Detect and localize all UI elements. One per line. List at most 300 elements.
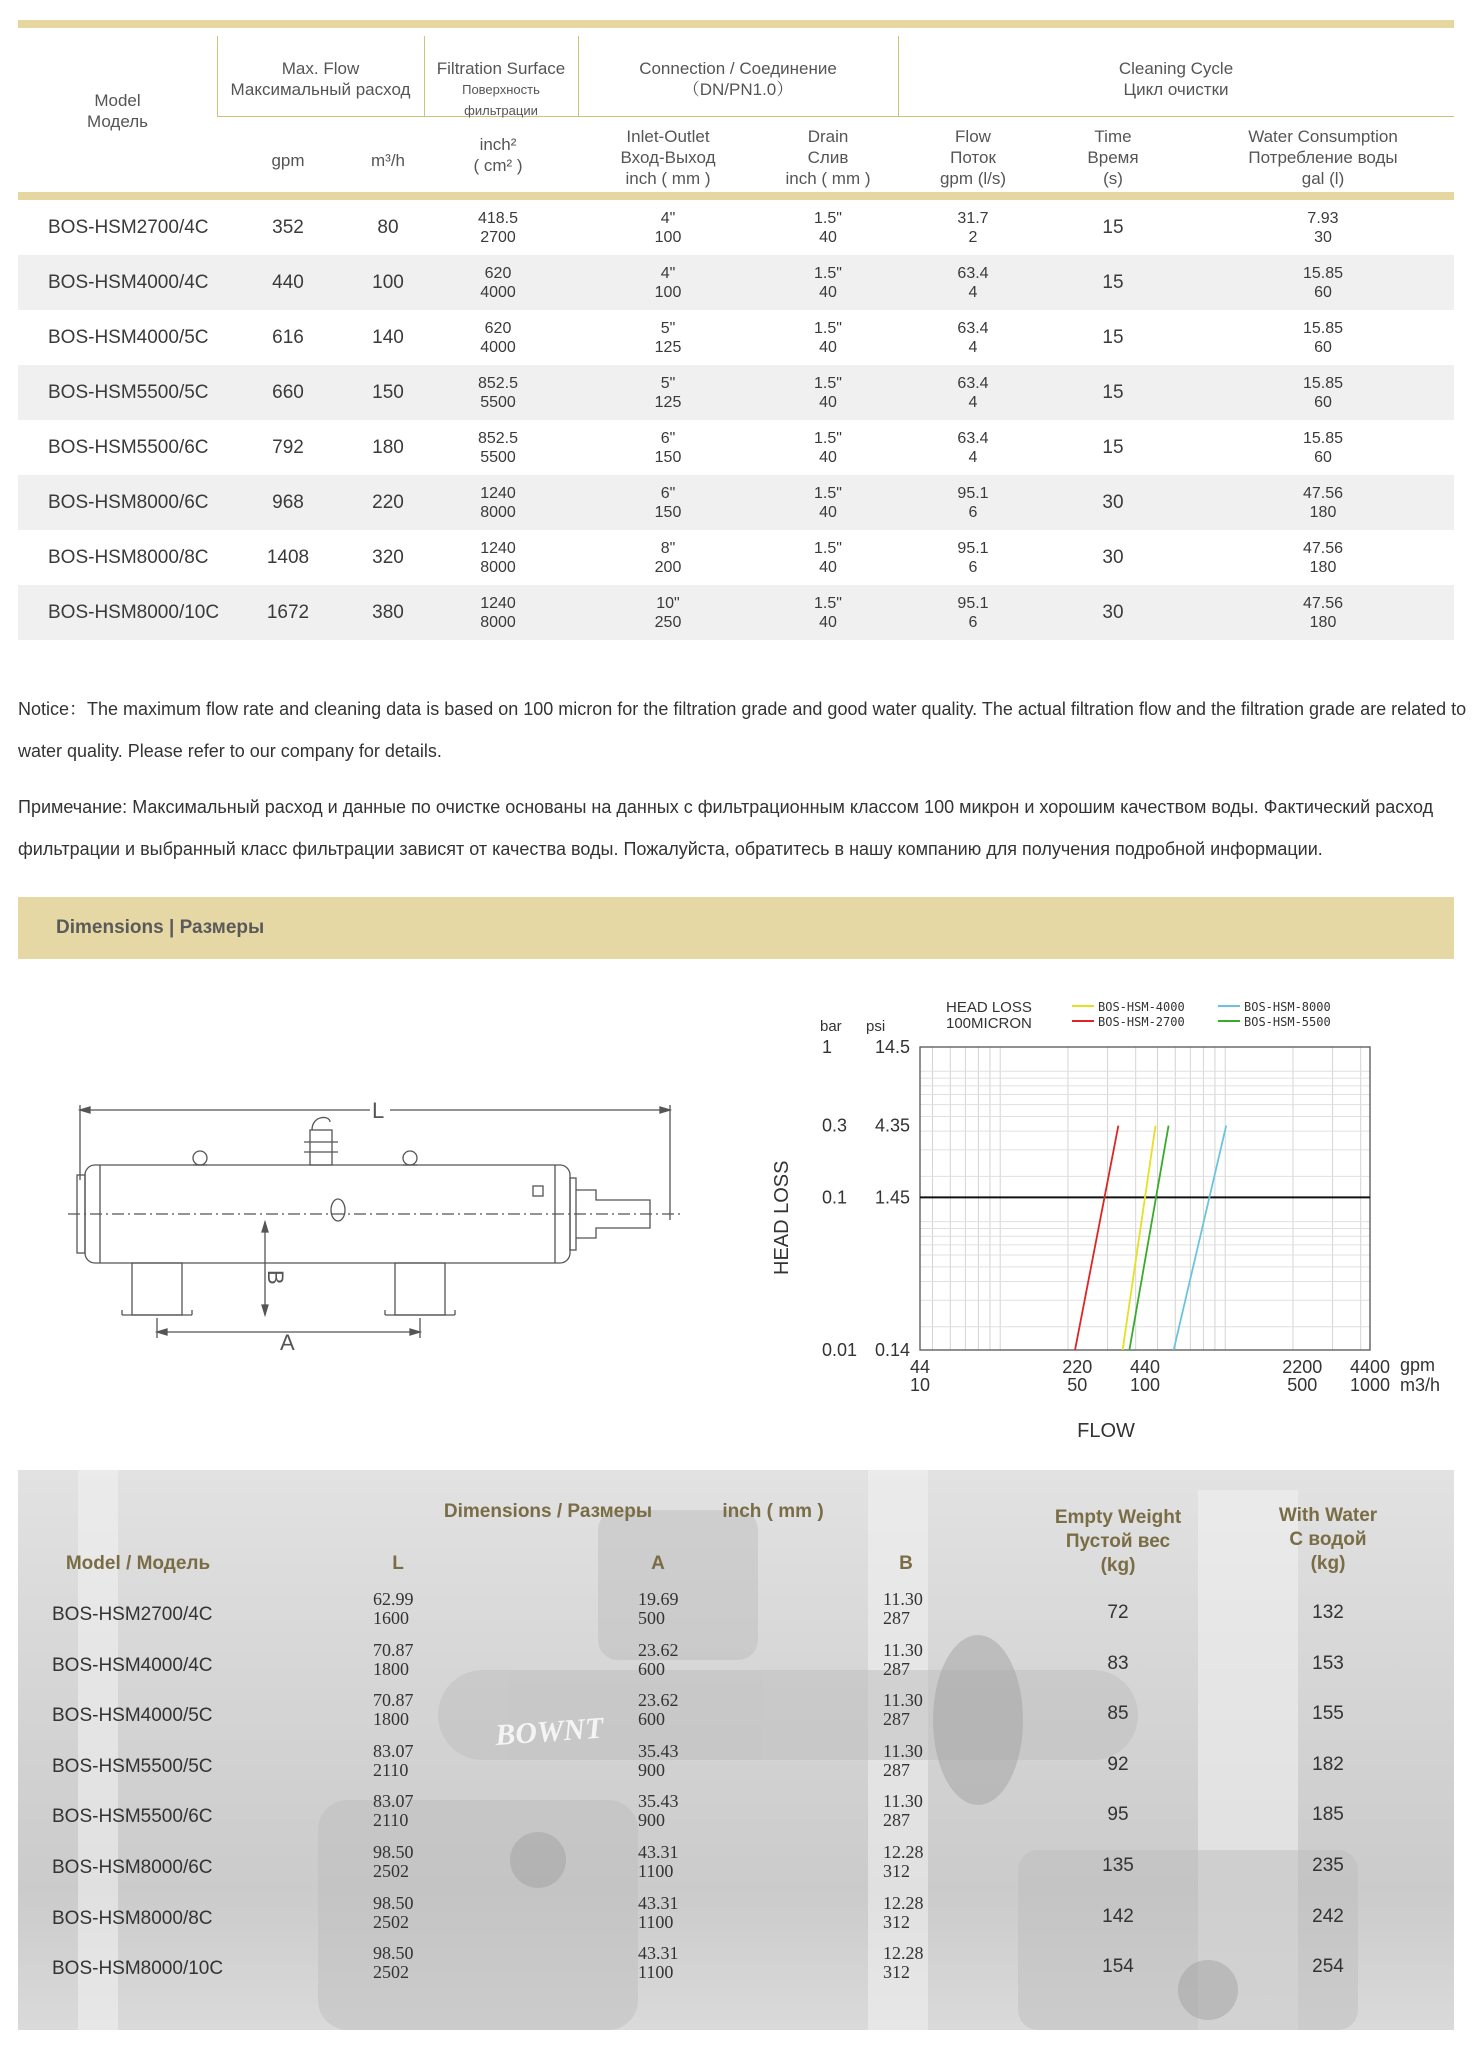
header-bottom-gold-line [18, 192, 1454, 200]
spec-cell-fs [438, 484, 558, 522]
x-axis-label: FLOW [1077, 1420, 1135, 1442]
spec-cell-flow-line: 4 [968, 394, 978, 411]
dim-header-b: B [899, 1553, 913, 1574]
dim-cell-l [373, 1792, 414, 1830]
spec-cell-wc-line: 15.85 [1302, 265, 1344, 282]
x-tick-m3h: 1000 [1349, 1375, 1391, 1395]
spec-cell-gpm: 352 [272, 217, 304, 238]
legend-label: BOS-HSM-8000 [1244, 1000, 1331, 1014]
header-connection: Connection / Соединение （DN/PN1.0） [639, 59, 837, 99]
dim-cell-a [638, 1641, 679, 1679]
dim-cell-b-line: 287 [883, 1658, 910, 1679]
x-tick-m3h: 500 [1287, 1375, 1318, 1395]
dim-cell-a-line: 600 [638, 1658, 665, 1679]
dim-cell-b-line: 312 [883, 1911, 910, 1932]
spec-cell-io [588, 209, 748, 247]
spec-cell-model: BOS-HSM2700/4C [48, 217, 209, 238]
dim-cell-empty-weight: 95 [1107, 1804, 1129, 1826]
spec-cell-m3h: 140 [372, 327, 404, 348]
dim-cell-a-line: 900 [638, 1759, 665, 1780]
spec-cell-wc-line: 47.56 [1302, 540, 1344, 557]
dim-cell-empty-weight: 83 [1107, 1652, 1129, 1674]
header-max-flow: Max. Flow Максимальный расход [230, 59, 411, 99]
dim-cell-b-line: 11.30 [883, 1639, 923, 1660]
spec-cell-wc-line: 30 [1314, 229, 1332, 246]
spec-cell-drain-line: 40 [819, 559, 837, 576]
dim-cell-l [373, 1742, 414, 1780]
dim-cell-a-line: 1100 [638, 1911, 674, 1932]
spec-cell-flow [903, 429, 1043, 467]
x-tick-gpm: 440 [1129, 1357, 1161, 1377]
y-tick-psi: 1.45 [874, 1187, 910, 1208]
spec-cell-fs-line: 418.5 [477, 210, 519, 227]
dim-cell-with-water: 185 [1312, 1804, 1344, 1826]
dim-cell-a-line: 43.31 [638, 1943, 679, 1964]
header-flow: Flow Поток gpm (l/s) [939, 127, 1007, 188]
dimension-row [18, 1940, 1454, 1991]
dim-cell-b-line: 287 [883, 1759, 910, 1780]
spec-cell-drain [758, 264, 898, 302]
spec-cell-io-line: 125 [654, 394, 682, 411]
notice-english: Notice：The maximum flow rate and cleaning data is based on 100 micron for the filtration grade and good water quality. The actual filtration flow and the filtration grade are related to water quality. Please refer to our company for details. [18, 699, 1467, 761]
dim-cell-l-line: 2110 [373, 1810, 409, 1831]
dimension-row [18, 1738, 1454, 1789]
header-inch2: inch² ( cm² ) [473, 135, 523, 175]
spec-cell-io [588, 484, 748, 522]
dim-cell-a [638, 1691, 679, 1729]
dim-cell-with-water: 155 [1312, 1703, 1344, 1725]
dim-cell-a [638, 1792, 679, 1830]
dim-cell-a-line: 500 [638, 1608, 665, 1628]
spec-cell-flow [903, 264, 1043, 302]
spec-table-header [18, 28, 1454, 192]
dim-cell-a-line: 35.43 [638, 1791, 679, 1812]
spec-cell-io [588, 374, 748, 412]
spec-cell-model: BOS-HSM5500/5C [48, 382, 209, 403]
spec-cell-m3h: 150 [372, 382, 404, 403]
spec-cell-drain-line: 1.5" [814, 540, 842, 557]
spec-cell-time: 30 [1102, 492, 1124, 513]
spec-cell-drain-line: 40 [819, 449, 837, 466]
spec-cell-io [588, 594, 748, 632]
spec-cell-flow-line: 63.4 [957, 430, 989, 447]
dim-header-with-water: With Water С водой (kg) [1278, 1505, 1378, 1574]
dim-cell-b-line: 12.28 [883, 1842, 924, 1862]
dim-cell-b [883, 1641, 923, 1679]
header-m3h: m³/h [371, 151, 405, 170]
spec-cell-m3h: 380 [372, 602, 404, 623]
legend-label: BOS-HSM-5500 [1244, 1015, 1331, 1029]
dim-header-l: L [392, 1553, 404, 1574]
spec-cell-io-line: 4" [660, 210, 676, 227]
dim-cell-b-line: 11.30 [883, 1791, 923, 1812]
spec-cell-drain [758, 429, 898, 467]
dim-cell-l-line: 98.50 [373, 1842, 414, 1862]
drawing-label-a: A [280, 1330, 295, 1350]
dim-cell-l [373, 1944, 414, 1982]
spec-cell-drain-line: 1.5" [814, 265, 842, 282]
x-tick-gpm: 220 [1062, 1357, 1093, 1377]
spec-table [18, 20, 1454, 640]
spec-cell-io-line: 150 [654, 504, 682, 521]
dimension-row [18, 1586, 1454, 1637]
dim-cell-a-line: 43.31 [638, 1842, 679, 1862]
spec-cell-flow [903, 374, 1043, 412]
dimensions-band-title: Dimensions | Размеры [56, 917, 265, 938]
dim-cell-b [883, 1792, 923, 1830]
spec-cell-fs-line: 620 [484, 265, 512, 282]
dim-cell-b [883, 1742, 923, 1780]
spec-cell-flow-line: 6 [968, 559, 978, 576]
dim-cell-b-line: 12.28 [883, 1892, 924, 1913]
spec-cell-fs-line: 852.5 [477, 430, 519, 447]
header-filtration-surface: Filtration Surface Поверхность фильтрации [436, 59, 566, 118]
spec-cell-io [588, 319, 748, 357]
header-gpm: gpm [271, 151, 305, 170]
y-tick-bar: 1 [822, 1037, 833, 1057]
spec-cell-m3h: 220 [372, 492, 404, 513]
spec-cell-drain-line: 1.5" [814, 375, 842, 392]
spec-cell-flow-line: 63.4 [957, 265, 989, 282]
dim-cell-a-line: 600 [638, 1709, 665, 1730]
dim-cell-model: BOS-HSM4000/5C [52, 1705, 213, 1727]
spec-row [18, 310, 1454, 365]
spec-cell-fs [438, 374, 558, 412]
dim-cell-b-line: 287 [883, 1810, 910, 1831]
spec-cell-wc [1198, 319, 1448, 357]
spec-cell-flow [903, 594, 1043, 632]
spec-cell-flow-line: 95.1 [957, 485, 989, 502]
spec-cell-m3h: 80 [377, 217, 399, 238]
header-cleaning-cycle: Cleaning Cycle Цикл очистки [1118, 59, 1234, 99]
dimension-row [18, 1890, 1454, 1941]
spec-cell-drain-line: 1.5" [814, 320, 842, 337]
spec-cell-io-line: 4" [660, 265, 676, 282]
spec-cell-io [588, 539, 748, 577]
dim-cell-l-line: 1800 [373, 1709, 409, 1730]
dimension-row [18, 1839, 1454, 1890]
spec-cell-drain-line: 40 [819, 504, 837, 521]
dim-cell-empty-weight: 142 [1102, 1905, 1134, 1927]
head-loss-chart [760, 995, 1460, 1450]
spec-cell-drain [758, 594, 898, 632]
spec-cell-io-line: 5" [660, 375, 676, 392]
dim-cell-b-line: 312 [883, 1962, 910, 1983]
spec-cell-gpm: 792 [272, 437, 304, 458]
spec-cell-fs-line: 5500 [480, 449, 516, 466]
spec-cell-model: BOS-HSM8000/8C [48, 547, 209, 568]
dim-cell-l-line: 2502 [373, 1962, 409, 1983]
spec-cell-wc [1198, 429, 1448, 467]
dim-cell-b-line: 12.28 [883, 1943, 924, 1964]
x-unit-gpm: gpm [1400, 1355, 1436, 1375]
dim-cell-empty-weight: 154 [1102, 1956, 1134, 1978]
spec-cell-flow-line: 2 [968, 229, 978, 246]
spec-cell-drain-line: 1.5" [814, 210, 842, 227]
spec-cell-fs-line: 2700 [480, 229, 516, 246]
dim-cell-empty-weight: 92 [1107, 1753, 1129, 1775]
dim-cell-with-water: 153 [1312, 1652, 1344, 1674]
spec-cell-time: 15 [1102, 382, 1124, 403]
spec-cell-drain-line: 40 [819, 394, 837, 411]
chart-title: HEAD LOSS [946, 999, 1032, 1016]
spec-cell-drain [758, 484, 898, 522]
dim-cell-model: BOS-HSM5500/5C [52, 1755, 213, 1777]
spec-cell-flow-line: 95.1 [957, 540, 989, 557]
dim-cell-model: BOS-HSM8000/8C [52, 1907, 213, 1929]
spec-cell-io-line: 125 [654, 339, 682, 356]
spec-cell-io-line: 100 [654, 229, 682, 246]
spec-cell-flow [903, 484, 1043, 522]
spec-cell-flow-line: 4 [968, 339, 978, 356]
spec-cell-drain-line: 40 [819, 339, 837, 356]
y-tick-bar: 0.3 [822, 1115, 848, 1136]
y-tick-psi: 4.35 [874, 1115, 910, 1136]
spec-cell-drain-line: 40 [819, 284, 837, 301]
dim-cell-b-line: 11.30 [883, 1740, 923, 1761]
dim-cell-with-water: 242 [1312, 1905, 1344, 1927]
dim-cell-l [373, 1894, 414, 1932]
spec-cell-drain [758, 374, 898, 412]
spec-cell-wc [1198, 264, 1448, 302]
spec-cell-time: 15 [1102, 272, 1124, 293]
spec-cell-m3h: 100 [372, 272, 404, 293]
y-unit-bar: bar [820, 1018, 842, 1035]
y-axis-label: HEAD LOSS [771, 1160, 793, 1275]
spec-cell-fs-line: 1240 [480, 540, 516, 557]
spec-cell-wc-line: 47.56 [1302, 485, 1344, 502]
drawing-label-l: L [372, 1098, 385, 1123]
spec-cell-fs [438, 539, 558, 577]
spec-cell-wc [1198, 539, 1448, 577]
spec-cell-time: 15 [1102, 437, 1124, 458]
dim-cell-b-line: 11.30 [883, 1589, 923, 1609]
spec-row [18, 255, 1454, 310]
dim-cell-l-line: 70.87 [373, 1690, 414, 1711]
spec-cell-fs [438, 264, 558, 302]
spec-cell-m3h: 180 [372, 437, 404, 458]
spec-cell-wc-line: 60 [1314, 284, 1332, 301]
dim-header-title: Dimensions / Размеры [443, 1501, 653, 1522]
spec-cell-io-line: 150 [654, 449, 682, 466]
spec-cell-wc-line: 15.85 [1302, 375, 1344, 392]
dim-cell-l-line: 98.50 [373, 1943, 414, 1964]
dim-cell-with-water: 182 [1312, 1753, 1344, 1775]
dim-cell-empty-weight: 72 [1107, 1602, 1129, 1623]
spec-cell-io [588, 429, 748, 467]
dim-header-empty-weight: Empty Weight Пустой вес (kg) [1054, 1507, 1182, 1576]
spec-cell-io-line: 100 [654, 284, 682, 301]
header-time: Time Время (s) [1087, 127, 1139, 188]
spec-cell-time: 15 [1102, 327, 1124, 348]
spec-cell-flow [903, 209, 1043, 247]
dimension-row [18, 1687, 1454, 1738]
header-drain: Drain Слив inch ( mm ) [785, 127, 871, 188]
dimension-row [18, 1788, 1454, 1839]
dim-cell-l-line: 2502 [373, 1911, 409, 1932]
spec-cell-wc-line: 180 [1309, 559, 1337, 576]
dim-cell-empty-weight: 85 [1107, 1703, 1129, 1725]
dim-cell-b [883, 1843, 924, 1881]
dim-cell-a-line: 19.69 [638, 1589, 679, 1609]
spec-cell-fs-line: 8000 [480, 504, 516, 521]
dim-cell-empty-weight: 135 [1102, 1855, 1134, 1876]
spec-cell-wc [1198, 374, 1448, 412]
dim-cell-a [638, 1742, 679, 1780]
spec-cell-wc-line: 60 [1314, 339, 1332, 356]
spec-cell-model: BOS-HSM4000/4C [48, 272, 209, 293]
dim-cell-l-line: 1600 [373, 1608, 409, 1628]
dim-cell-a-line: 1100 [638, 1861, 674, 1881]
background-watermark: BOWNT [494, 1711, 605, 1752]
spec-cell-flow-line: 6 [968, 614, 978, 631]
x-tick-gpm: 2200 [1282, 1357, 1323, 1377]
dim-cell-l-line: 62.99 [373, 1589, 414, 1609]
spec-cell-io-line: 200 [654, 559, 682, 576]
spec-cell-io-line: 5" [660, 320, 676, 337]
spec-cell-time: 30 [1102, 602, 1124, 623]
dim-cell-model: BOS-HSM8000/10C [52, 1958, 224, 1980]
spec-cell-flow-line: 4 [968, 284, 978, 301]
dim-cell-model: BOS-HSM8000/6C [52, 1857, 213, 1878]
dim-cell-a [638, 1894, 679, 1932]
spec-cell-fs-line: 1240 [480, 485, 516, 502]
dim-cell-b [883, 1894, 924, 1932]
dim-cell-b-line: 11.30 [883, 1690, 923, 1711]
drawing-label-b: B [263, 1270, 288, 1285]
spec-cell-wc [1198, 209, 1448, 247]
series-line [1075, 1126, 1118, 1350]
legend-label: BOS-HSM-4000 [1098, 1000, 1185, 1014]
spec-cell-drain-line: 1.5" [814, 595, 842, 612]
dim-cell-b [883, 1944, 924, 1982]
dim-cell-a-line: 35.43 [638, 1740, 679, 1761]
x-tick-m3h: 50 [1067, 1375, 1088, 1395]
dim-cell-l [373, 1691, 414, 1729]
dim-cell-with-water: 254 [1312, 1956, 1344, 1978]
dim-cell-l [373, 1843, 414, 1881]
spec-cell-io-line: 10" [656, 595, 680, 612]
dim-cell-a [638, 1843, 679, 1881]
spec-cell-wc [1198, 484, 1448, 522]
spec-cell-drain-line: 1.5" [814, 485, 842, 502]
dim-cell-a-line: 23.62 [638, 1639, 679, 1660]
dim-cell-b-line: 312 [883, 1861, 910, 1881]
spec-cell-model: BOS-HSM8000/10C [48, 602, 220, 623]
spec-cell-io-line: 6" [660, 485, 676, 502]
chart-subtitle: 100MICRON [946, 1015, 1032, 1032]
dim-cell-a-line: 900 [638, 1810, 665, 1831]
spec-cell-flow-line: 95.1 [957, 595, 989, 612]
x-tick-m3h: 10 [909, 1375, 931, 1395]
dim-cell-b [883, 1691, 923, 1729]
spec-cell-wc-line: 60 [1314, 394, 1332, 411]
dim-cell-model: BOS-HSM4000/4C [52, 1654, 213, 1676]
dimensions-band [18, 897, 1454, 959]
spec-cell-fs-line: 4000 [480, 284, 516, 301]
spec-cell-fs-line: 620 [484, 320, 512, 337]
spec-cell-gpm: 1672 [266, 602, 310, 623]
spec-cell-fs-line: 8000 [480, 559, 516, 576]
spec-cell-m3h: 320 [372, 547, 404, 568]
spec-table-body [18, 200, 1454, 640]
spec-cell-model: BOS-HSM8000/6C [48, 492, 209, 513]
dim-cell-l [373, 1641, 414, 1679]
spec-cell-wc [1198, 594, 1448, 632]
spec-cell-wc-line: 180 [1309, 614, 1337, 631]
spec-cell-fs [438, 594, 558, 632]
spec-cell-io-line: 8" [660, 540, 676, 557]
dim-cell-with-water: 132 [1312, 1602, 1344, 1623]
dim-header-model: Model / Модель [65, 1553, 211, 1574]
spec-cell-flow-line: 63.4 [957, 375, 989, 392]
spec-cell-wc-line: 15.85 [1302, 430, 1344, 447]
dim-cell-l-line: 83.07 [373, 1740, 414, 1761]
dim-cell-a-line: 43.31 [638, 1892, 679, 1913]
x-tick-m3h: 100 [1129, 1375, 1161, 1395]
header-model: Model Модель [86, 91, 149, 131]
dim-cell-l-line: 1800 [373, 1658, 409, 1679]
dim-cell-a-line: 23.62 [638, 1690, 679, 1711]
legend-label: BOS-HSM-2700 [1098, 1015, 1185, 1029]
spec-row [18, 530, 1454, 585]
spec-row [18, 585, 1454, 640]
y-tick-psi: 0.14 [874, 1340, 910, 1360]
spec-cell-flow-line: 6 [968, 504, 978, 521]
header-water-consumption: Water Consumption Потребление воды gal (l) [1248, 127, 1398, 188]
dim-cell-l-line: 2110 [373, 1759, 409, 1780]
spec-row [18, 420, 1454, 475]
dim-cell-b [883, 1590, 923, 1628]
spec-cell-fs-line: 1240 [480, 595, 516, 612]
spec-cell-gpm: 616 [272, 327, 304, 348]
spec-cell-gpm: 968 [272, 492, 304, 513]
top-gold-line [18, 20, 1454, 28]
spec-cell-model: BOS-HSM5500/6C [48, 437, 209, 458]
spec-cell-flow [903, 539, 1043, 577]
y-tick-psi: 14.5 [874, 1037, 910, 1057]
header-inlet-outlet: Inlet-Outlet Вход-Выход inch ( mm ) [620, 127, 716, 188]
spec-row [18, 200, 1454, 255]
spec-cell-gpm: 440 [272, 272, 304, 293]
spec-cell-flow-line: 31.7 [957, 210, 989, 227]
dimension-row [18, 1637, 1454, 1688]
filter-drawing [60, 1090, 700, 1350]
spec-cell-fs [438, 429, 558, 467]
spec-cell-wc-line: 15.85 [1302, 320, 1344, 337]
spec-row [18, 475, 1454, 530]
dim-cell-l-line: 98.50 [373, 1892, 414, 1913]
spec-cell-flow [903, 319, 1043, 357]
spec-cell-flow-line: 63.4 [957, 320, 989, 337]
spec-cell-drain [758, 319, 898, 357]
dim-cell-a [638, 1944, 679, 1982]
dim-cell-model: BOS-HSM5500/6C [52, 1806, 213, 1828]
spec-cell-fs-line: 852.5 [477, 375, 519, 392]
spec-cell-fs-line: 4000 [480, 339, 516, 356]
y-unit-psi: psi [866, 1018, 886, 1035]
y-tick-bar: 0.1 [822, 1187, 848, 1208]
dim-cell-b-line: 287 [883, 1709, 910, 1730]
spec-cell-fs-line: 8000 [480, 614, 516, 631]
spec-cell-drain [758, 539, 898, 577]
dimension-table [18, 1470, 1454, 2030]
spec-cell-flow-line: 4 [968, 449, 978, 466]
x-unit-m3h: m3/h [1400, 1375, 1441, 1395]
spec-row [18, 365, 1454, 420]
dim-header-a: A [651, 1553, 665, 1574]
x-tick-gpm: 4400 [1349, 1357, 1391, 1377]
